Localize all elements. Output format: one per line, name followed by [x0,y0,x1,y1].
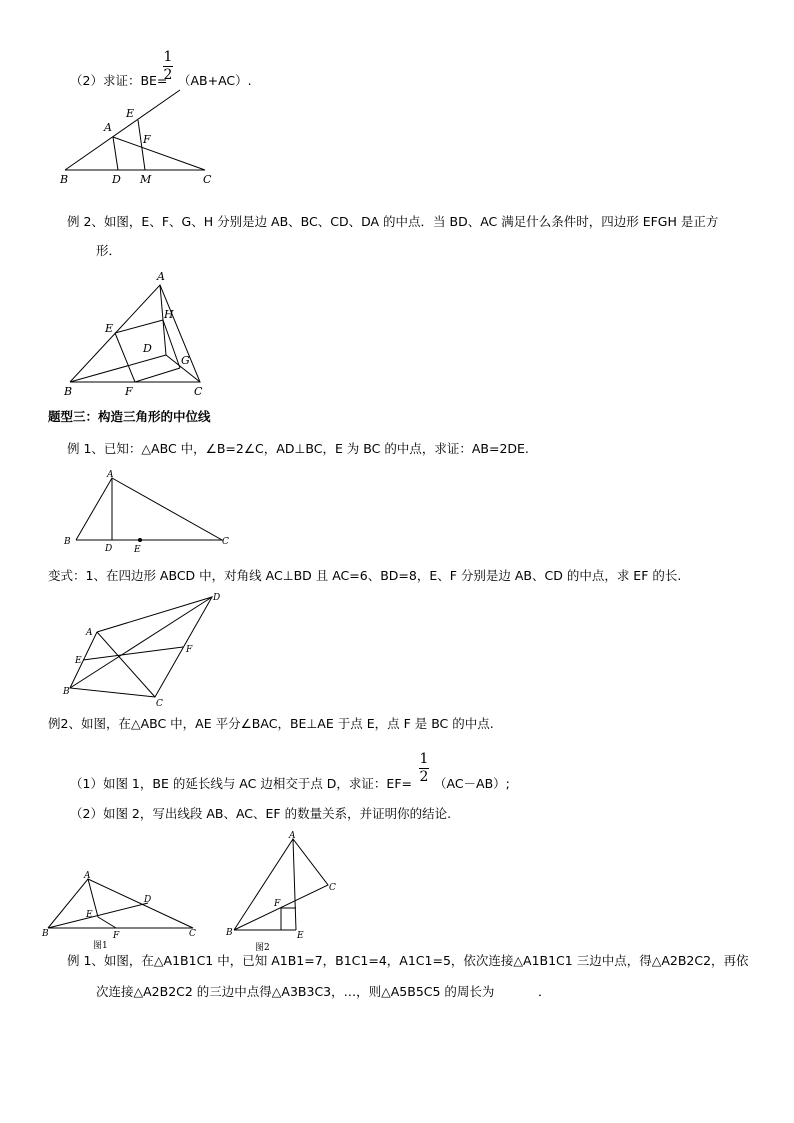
f6-label-b: B [226,928,233,938]
example2b-text: 例2、如图，在△ABC 中，AE 平分∠BAC，BE⊥AE 于点 E，点 F 是 BC 的中点. [48,716,494,731]
proof-statement-suffix: （AB+AC）. [178,73,252,88]
example1b-text-cont: 次连接△A2B2C2 的三边中点得△A3B3C3，…，则△A5B5C5 的周长为 [96,984,495,999]
f4-label-d: D [213,593,221,603]
variant-text: 变式：1、在四边形 ABCD 中，对角线 AC⊥BD 且 AC=6、BD=8，E、F 分别是边 AB、CD 的中点，求 EF 的长. [48,568,682,583]
example1b-text: 例 1、如图，在△A1B1C1 中，已知 A1B1=7，B1C1=4，A1C1=5，依次连接△A1B1C1 三边中点，得△A2B2C2，再依 [67,953,749,968]
f2-label-f: F [125,385,133,398]
example2-text-cont: 形． [96,243,122,258]
f6-label-a: A [289,831,296,841]
section-heading: 题型三：构造三角形的中位线 [48,409,211,424]
f5-label-b: B [42,929,49,939]
f6-label-e: E [297,931,304,941]
f2-label-c: C [194,385,203,398]
proof-statement-prefix: （2）求证：BE= [70,73,168,88]
f6-label-c: C [329,883,336,893]
f1-label-a: A [104,121,112,134]
f5-label-f: F [113,931,120,941]
f2-label-b: B [64,385,73,398]
f2-label-a: A [157,270,165,283]
fraction-numerator-2: 1 [419,751,429,767]
f3-label-c: C [222,537,229,547]
f3-label-b: B [64,537,71,547]
example1-text: 例 1、已知：△ABC 中，∠B=2∠C，AD⊥BC，E 为 BC 的中点，求证：AB=2DE. [67,441,529,456]
f5-label-a: A [84,871,91,881]
f5-caption: 图1 [93,941,108,951]
example2-text: 例 2、如图，E、F、G、H 分别是边 AB、BC、CD、DA 的中点．当 BD、AC 满足什么条件时，四边形 EFGH 是正方 [67,214,719,229]
part2-text: （2）如图 2，写出线段 AB、AC、EF 的数量关系，并证明你的结论. [70,806,452,821]
f3-label-d: D [105,544,113,554]
fraction-denominator-2: 2 [419,769,429,785]
f4-label-b: B [63,687,70,697]
f2-label-e: E [105,322,114,335]
f1-label-f: F [143,133,151,146]
part1-text-prefix: （1）如图 1，BE 的延长线与 AC 边相交于点 D，求证：EF= [70,776,412,791]
fraction-numerator: 1 [163,49,173,65]
f1-label-e: E [126,107,135,120]
f1-label-m: M [140,173,152,186]
f4-label-e: E [75,656,82,666]
f3-label-e: E [134,545,141,555]
f1-label-b: B [60,173,69,186]
f4-label-f: F [186,645,193,655]
f5-label-c: C [189,929,196,939]
fraction-denominator: 2 [163,67,173,83]
f2-label-d: D [143,342,152,355]
answer-blank-end: ． [538,984,551,999]
f5-label-d: D [144,895,152,905]
f6-caption: 图2 [255,943,270,953]
f2-label-g: G [181,354,190,367]
f1-label-c: C [203,173,212,186]
f6-label-f: F [274,899,281,909]
part1-text-suffix: （AC－AB）; [434,776,510,791]
f4-label-c: C [156,699,163,709]
f3-label-a: A [107,470,114,480]
f4-label-a: A [86,628,93,638]
f2-label-h: H [164,308,174,321]
f5-label-e: E [86,910,93,920]
f1-label-d: D [112,173,121,186]
